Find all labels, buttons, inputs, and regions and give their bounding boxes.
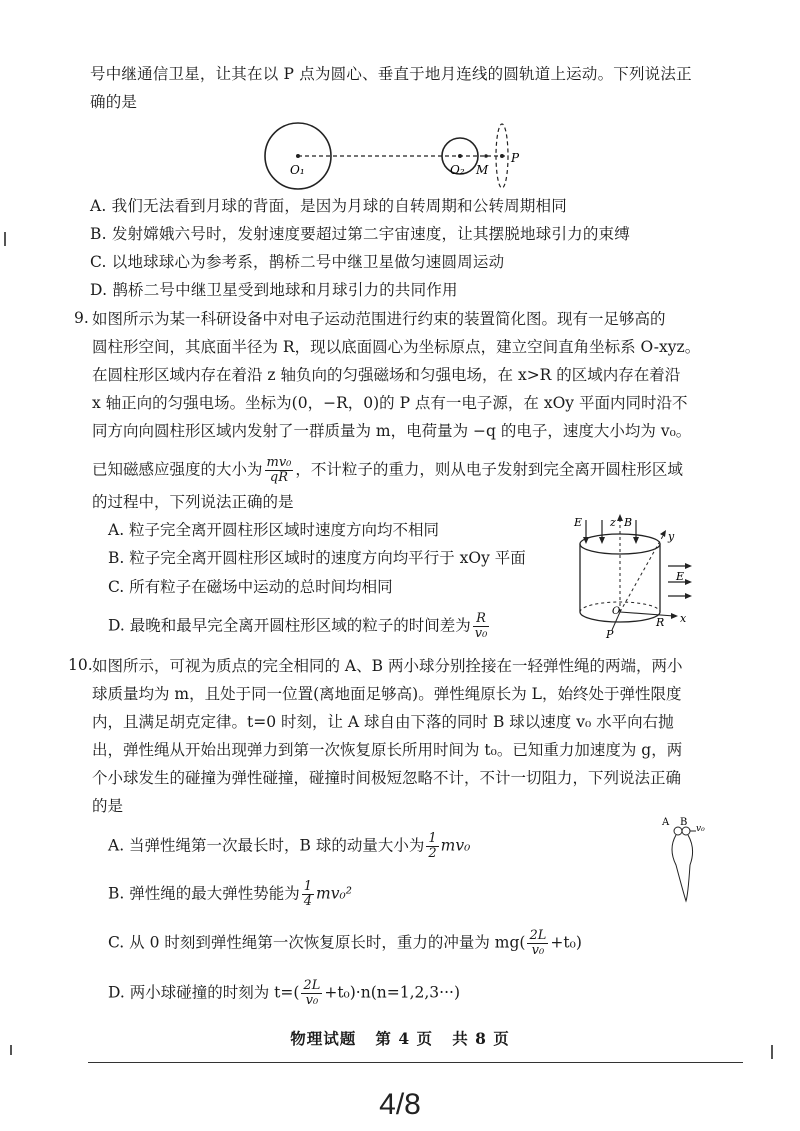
q9-line-2: 圆柱形空间，其底面半径为 R，现以底面圆心为坐标原点，建立空间直角坐标系 O-xyz。 <box>92 338 701 356</box>
label-e-top: E <box>574 516 583 529</box>
fraction-mv0-over-qR: $\frac{\text{mv₀}}{qR}$ <box>266 455 292 485</box>
earth-moon-diagram <box>250 118 540 200</box>
q10-line-5: 个小球发生的碰撞为弹性碰撞，碰撞时间极短忽略不计，不计一切阻力，下列说法正确 <box>92 769 682 787</box>
footer-subject: 物理试题 <box>290 1029 357 1048</box>
earth-center-dot <box>296 154 300 158</box>
label-o2: O₂ <box>450 163 465 177</box>
label-e-right: E <box>676 570 685 583</box>
q8-option-a: A. 我们无法看到月球的背面，是因为月球的自转周期和公转周期相同 <box>90 197 567 215</box>
q9-option-d: D. 最晚和最早完全离开圆柱形区域的粒子的时间差为 $\frac{R}{\text{v₀}}$ <box>108 611 488 641</box>
label-p: P <box>606 628 614 641</box>
cylinder-field-diagram <box>572 512 692 642</box>
scan-edge-mark <box>10 1045 12 1055</box>
label-m: M <box>476 163 489 177</box>
y-axis <box>620 534 664 612</box>
q8-text-line-2: 确的是 <box>90 93 138 111</box>
q9-option-a: A. 粒子完全离开圆柱形区域时速度方向均不相同 <box>108 521 440 539</box>
scan-edge-mark <box>771 1045 773 1059</box>
footer-page: 第 4 页 <box>375 1029 433 1048</box>
q10-line-6: 的是 <box>92 797 124 815</box>
q10-option-d: D. 两小球碰撞的时刻为 t=( $\frac{2L}{\text{v₀}}$ +t₀)·n(n=1,2,3···) <box>108 978 460 1008</box>
elastic-rope-diagram <box>658 815 718 905</box>
q8-option-d: D. 鹊桥二号中继卫星受到地球和月球引力的共同作用 <box>90 281 458 299</box>
label-p: P <box>511 151 520 165</box>
fraction-one-quarter: $\frac{1}{4}$ <box>303 879 313 909</box>
label-o1: O₁ <box>290 163 305 177</box>
q9-line-7: 的过程中，下列说法正确的是 <box>92 493 294 511</box>
q9-line-4: x 轴正向的匀强电场。坐标为(0，−R，0)的 P 点有一电子源，在 xOy 平面内同时沿不 <box>92 394 688 412</box>
label-b: B <box>624 516 633 529</box>
point-m-dot <box>484 154 488 158</box>
q9-number: 9. <box>74 309 89 327</box>
q10-option-a: A. 当弹性绳第一次最长时，B 球的动量大小为 $\frac{1}{2}$ mv₀ <box>108 831 471 861</box>
label-y: y <box>668 530 675 543</box>
q9-line-1: 如图所示为某一科研设备中对电子运动范围进行约束的装置简化图。现有一足够高的 <box>92 310 666 328</box>
ball-a <box>674 827 682 835</box>
q10-option-b: B. 弹性绳的最大弹性势能为 $\frac{1}{4}$ mv₀² <box>108 879 352 909</box>
footer-rule <box>88 1062 743 1063</box>
q10-line-4: 出，弹性绳从开始出现弹力到第一次恢复原长所用时间为 t₀。已知重力加速度为 g，两 <box>92 741 683 759</box>
q9-option-b: B. 粒子完全离开圆柱形区域时的速度方向均平行于 xOy 平面 <box>108 549 526 567</box>
ball-b <box>682 827 690 835</box>
elastic-rope-loop <box>672 835 693 901</box>
page-indicator: 4/8 <box>379 1088 421 1121</box>
q10-option-c: C. 从 0 时刻到弹性绳第一次恢复原长时，重力的冲量为 mg( $\frac{2L}{\text{v₀}}$ +t₀) <box>108 928 582 958</box>
label-v0: v₀ <box>696 824 705 834</box>
footer-total: 共 8 页 <box>452 1029 510 1048</box>
moon-center-dot <box>458 154 462 158</box>
q10-line-2: 球质量均为 m，且处于同一位置(离地面足够高)。弹性绳原长为 L，始终处于弹性限度 <box>92 685 682 703</box>
q10-number: 10. <box>68 656 93 674</box>
q9-line-3: 在圆柱形区域内存在着沿 z 轴负向的匀强磁场和匀强电场，在 x>R 的区域内存在着沿 <box>92 366 681 384</box>
q10-line-3: 内，且满足胡克定律。t=0 时刻，让 A 球自由下落的同时 B 球以速度 v₀ 水平向右抛 <box>92 713 674 731</box>
point-p-dot <box>500 154 504 158</box>
fraction-one-half: $\frac{1}{2}$ <box>428 831 437 861</box>
label-r: R <box>656 616 665 629</box>
label-ball-b: B <box>680 817 688 828</box>
label-z: z <box>610 516 616 529</box>
fraction-R-over-v0: $\frac{R}{\text{v₀}}$ <box>474 611 488 641</box>
x-axis <box>620 612 674 616</box>
q9-line-6: 已知磁感应强度的大小为 $\frac{\text{mv₀}}{qR}$ ，不计粒子的重力，则从电子发射到完全离开圆柱形区域 <box>92 455 683 485</box>
label-x: x <box>680 612 687 625</box>
q9-line-5: 同方向向圆柱形区域内发射了一群质量为 m，电荷量为 −q 的电子，速度大小均为 v₀。 <box>92 422 692 440</box>
q8-text-line-1: 号中继通信卫星，让其在以 P 点为圆心、垂直于地月连线的圆轨道上运动。下列说法正 <box>90 65 692 83</box>
q8-option-c: C. 以地球球心为参考系，鹊桥二号中继卫星做匀速圆周运动 <box>90 253 505 271</box>
q10-line-1: 如图所示，可视为质点的完全相同的 A、B 两小球分别拴接在一轻弹性绳的两端，两小 <box>92 657 683 675</box>
label-o: O <box>612 606 621 617</box>
fraction-2L-over-v0-c: $\frac{2L}{\text{v₀}}$ <box>529 928 547 958</box>
fraction-2L-over-v0-d: $\frac{2L}{\text{v₀}}$ <box>303 978 321 1008</box>
scan-edge-mark <box>4 232 6 246</box>
q8-option-b: B. 发射嫦娥六号时，发射速度要超过第二宇宙速度，让其摆脱地球引力的束缚 <box>90 225 630 243</box>
label-ball-a: A <box>662 817 670 828</box>
q9-option-c: C. 所有粒子在磁场中运动的总时间均相同 <box>108 578 393 596</box>
page-footer <box>0 1027 800 1049</box>
